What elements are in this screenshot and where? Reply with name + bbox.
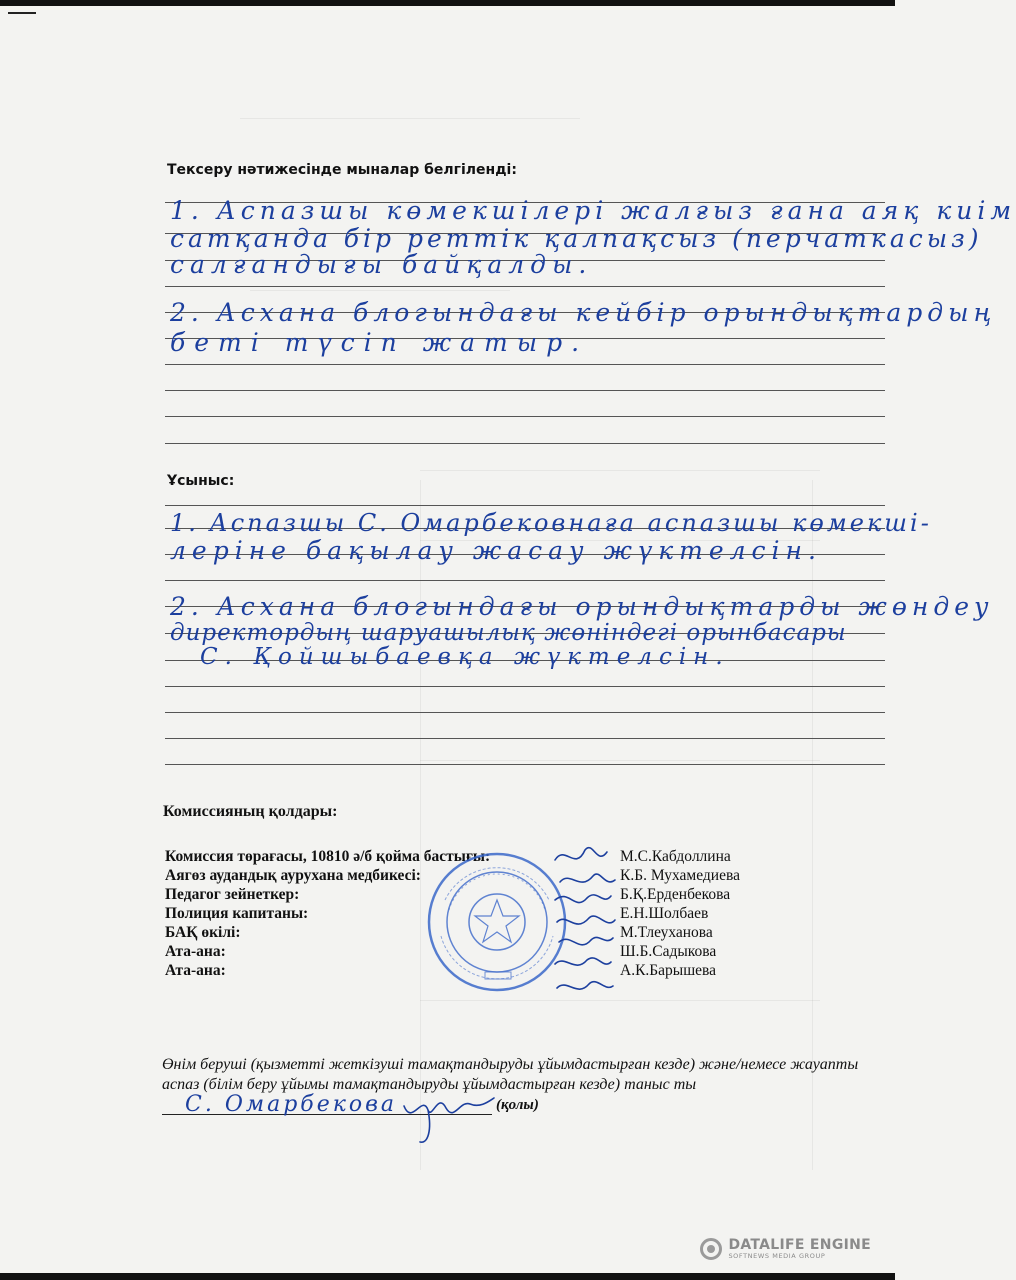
commission-heading: Комиссияның қолдары: — [163, 803, 338, 820]
commission-name: Е.Н.Шолбаев — [620, 905, 709, 922]
commission-name: М.Тлеуханова — [620, 924, 713, 941]
handwritten-recommendation-line: 2. Асхана блогындағы орындықтарды жөндеу — [170, 592, 994, 621]
scan-top-border — [0, 0, 895, 6]
commission-name: К.Б. Мухамедиева — [620, 867, 740, 884]
commission-name: Б.Қ.Ерденбекова — [620, 886, 731, 903]
handwritten-recommendation-line: С. Қойшыбаевқа жүктелсін. — [200, 644, 730, 670]
commission-name: М.С.Кабдоллина — [620, 848, 731, 865]
ruled-line — [165, 390, 885, 391]
signature-label: (қолы) — [496, 1097, 539, 1113]
handwritten-finding-line: салғандығы байқалды. — [170, 250, 593, 279]
commission-role: Ата-ана: — [165, 962, 226, 979]
datalife-logo-icon — [700, 1238, 722, 1260]
handwritten-finding-line: 2. Асхана блогындағы кейбір орындықтардың — [170, 298, 997, 327]
handwritten-signer-name: С. Омарбекова — [185, 1092, 398, 1117]
commission-role: Аягөз аудандық аурухана медбикесі: — [165, 867, 421, 884]
findings-heading: Тексеру нәтижесінде мыналар белгіленді: — [167, 162, 517, 178]
watermark-title: DATALIFE ENGINE — [728, 1237, 871, 1253]
ruled-line — [165, 286, 885, 287]
handwritten-finding-line: сатқанда бір реттік қалпақсыз (перчаткасыз) — [170, 224, 983, 253]
scan-corner-mark — [8, 12, 36, 14]
commission-role: Ата-ана: — [165, 943, 226, 960]
ruled-line — [165, 712, 885, 713]
ruled-line — [165, 364, 885, 365]
handwritten-recommendation-line: директордың шаруашылық жөніндегі орынбасары — [170, 620, 847, 646]
ruled-line — [165, 505, 885, 506]
acknowledgement-text: Өнім беруші (қызметті жеткізуші тамақтандыруды ұйымдастырған кезде) және/немесе жауапты аспаз (білім беру ұйымы тамақтандыруды ұйымдастырған кезде) таныс ты — [162, 1056, 859, 1093]
commission-role: Комиссия төрағасы, 10810 ә/б қойма бастығы: — [165, 848, 491, 865]
ruled-line — [165, 580, 885, 581]
ruled-line — [165, 443, 885, 444]
commission-names — [620, 847, 740, 980]
recommendation-heading: Ұсыныс: — [167, 473, 235, 489]
commission-name: А.К.Барышева — [620, 962, 717, 979]
handwritten-finding-line: 1. Аспазшы көмекшілері жалғыз ғана аяқ киім — [170, 196, 1016, 225]
handwritten-recommendation-line: леріне бақылау жасау жүктелсін. — [170, 536, 822, 565]
scan-bottom-border — [0, 1273, 895, 1280]
commission-name: Ш.Б.Садыкова — [620, 943, 717, 960]
watermark-subtitle: SOFTNEWS MEDIA GROUP — [728, 1252, 826, 1260]
commission-role: Педагог зейнеткер: — [165, 886, 300, 903]
signer-signature-scribble — [398, 1086, 498, 1146]
ruled-line — [165, 686, 885, 687]
ruled-line — [165, 416, 885, 417]
commission-role: Полиция капитаны: — [165, 905, 309, 922]
commission-role: БАҚ өкілі: — [165, 924, 241, 941]
datalife-watermark — [700, 1238, 871, 1260]
handwritten-signatures — [545, 842, 625, 1002]
ruled-line — [165, 738, 885, 739]
handwritten-finding-line: беті түсіп жатыр. — [170, 328, 589, 357]
handwritten-recommendation-line: 1. Аспазшы С. Омарбековнаға аспазшы көмекші- — [170, 509, 932, 537]
ruled-line — [165, 764, 885, 765]
